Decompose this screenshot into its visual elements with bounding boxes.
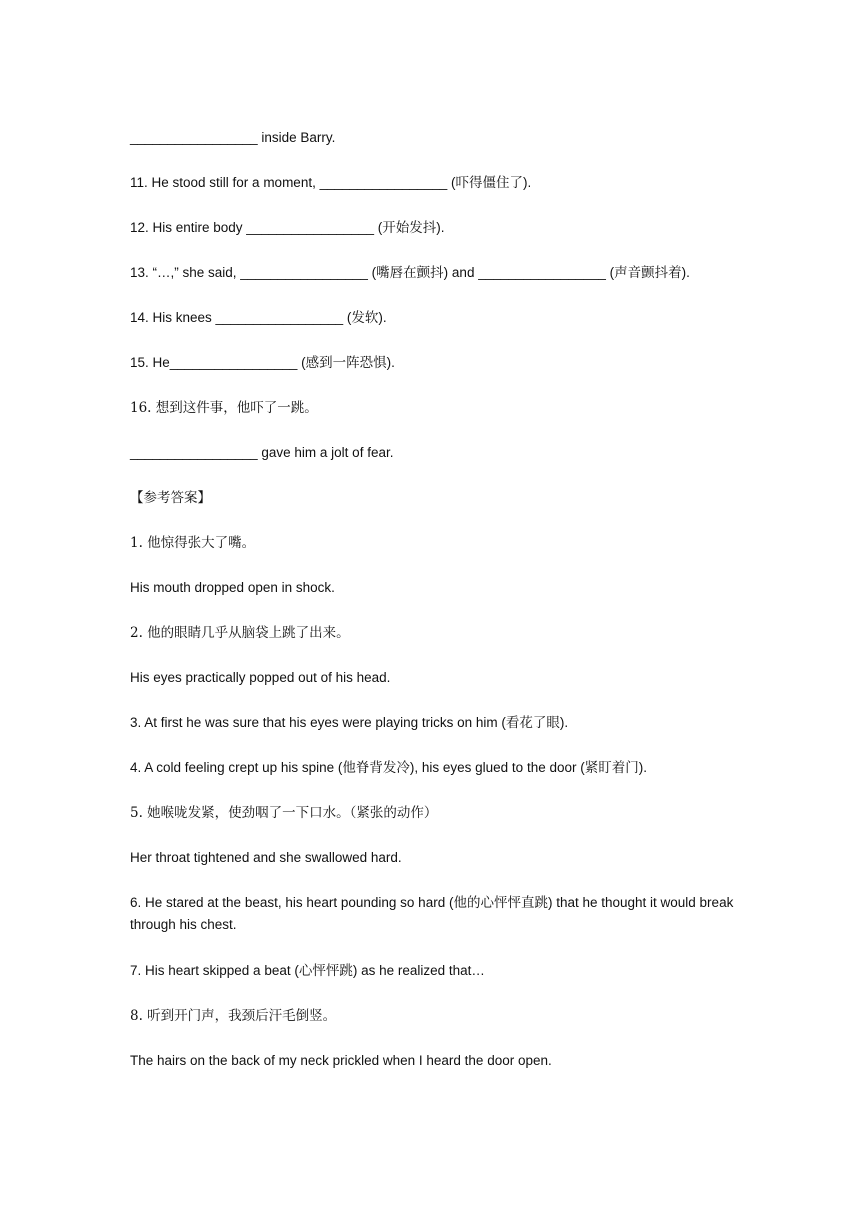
answer-8-chinese: 8. 听到开门声，我颈后汗毛倒竖。 bbox=[130, 1008, 337, 1024]
exercise-line-12: 12. His entire body _________________ (开始发抖). bbox=[130, 220, 445, 235]
exercise-line-14: 14. His knees _________________ (发软). bbox=[130, 310, 387, 325]
exercise-line-15: 15. He_________________ (感到一阵恐惧). bbox=[130, 355, 395, 370]
answer-5-english: Her throat tightened and she swallowed hard. bbox=[130, 850, 402, 865]
answer-4: 4. A cold feeling crept up his spine (他脊背发冷), his eyes glued to the door (紧盯着门). bbox=[130, 760, 647, 775]
exercise-line-16-blank: _________________ gave him a jolt of fear. bbox=[130, 445, 394, 460]
answer-2-english: His eyes practically popped out of his head. bbox=[130, 670, 391, 685]
answer-5-chinese: 5. 她喉咙发紧，使劲咽了一下口水。（紧张的动作） bbox=[130, 805, 438, 821]
answer-1-chinese: 1. 他惊得张大了嘴。 bbox=[130, 535, 256, 551]
exercise-line-16-prompt: 16. 想到这件事，他吓了一跳。 bbox=[130, 400, 318, 416]
answer-6: 6. He stared at the beast, his heart pounding so hard (他的心怦怦直跳) that he thought it would break through his chest. bbox=[130, 895, 734, 932]
answer-7: 7. His heart skipped a beat (心怦怦跳) as he realized that… bbox=[130, 963, 485, 978]
answer-1-english: His mouth dropped open in shock. bbox=[130, 580, 335, 595]
exercise-line-10-continued: _________________ inside Barry. bbox=[130, 130, 336, 145]
exercise-line-13: 13. “…,” she said, _________________ (嘴唇在颤抖) and _________________ (声音颤抖着). bbox=[130, 265, 690, 280]
answer-3: 3. At first he was sure that his eyes were playing tricks on him (看花了眼). bbox=[130, 715, 569, 730]
answer-8-english: The hairs on the back of my neck prickled when I heard the door open. bbox=[130, 1053, 552, 1068]
answer-key-heading: 【参考答案】 bbox=[130, 490, 211, 506]
exercise-line-11: 11. He stood still for a moment, _________________ (吓得僵住了). bbox=[130, 175, 532, 190]
answer-2-chinese: 2. 他的眼睛几乎从脑袋上跳了出来。 bbox=[130, 625, 350, 641]
